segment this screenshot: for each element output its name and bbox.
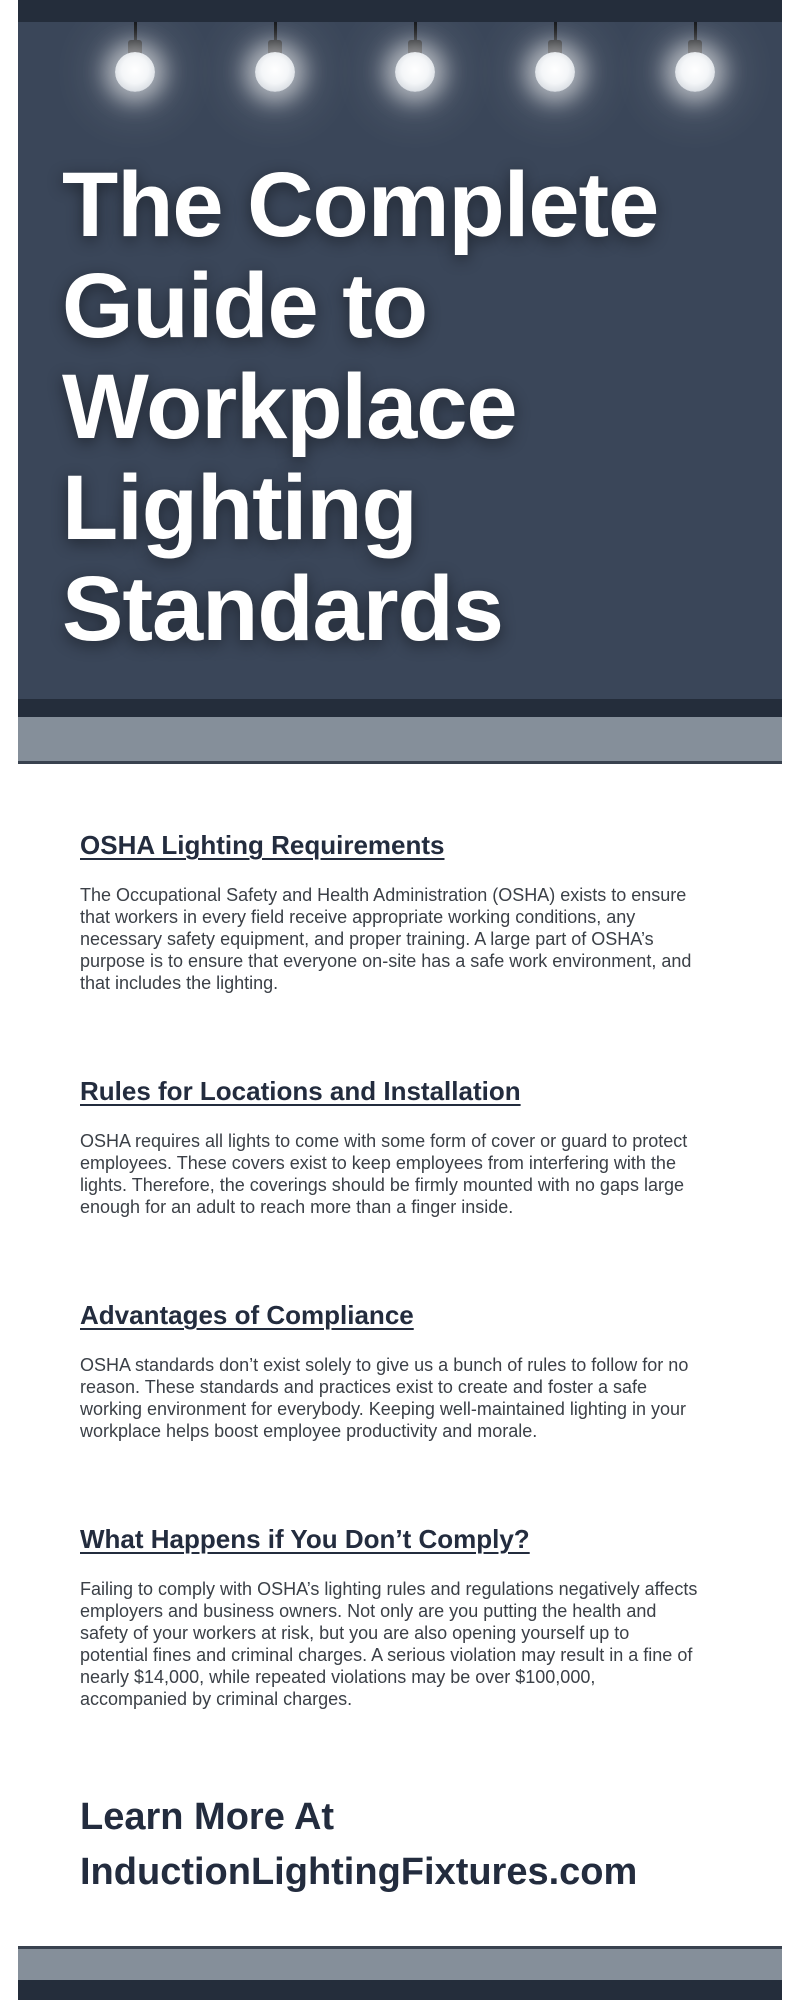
section-locations-installation <box>80 1076 700 1218</box>
section-body: OSHA requires all lights to come with some form of cover or guard to protect employees. These covers exist to keep employees from interfering with the lights. Therefore, the coverings should be firmly mounted with no gaps large enough for an adult to reach more than a finger inside. <box>80 1131 688 1217</box>
footer-grey-band <box>18 1949 782 1980</box>
section-heading: OSHA Lighting Requirements <box>80 830 445 860</box>
section-osha-requirements <box>80 830 700 994</box>
cta-line-1: Learn More At <box>80 1796 335 1838</box>
section-heading: Rules for Locations and Installation <box>80 1076 521 1106</box>
page-title: The Complete Guide to Workplace Lighting Standards <box>62 154 659 660</box>
section-body: The Occupational Safety and Health Administration (OSHA) exists to ensure that workers in every field receive appropriate working conditions, any necessary safety equipment, and proper training. A large part of OSHA’s purpose is to ensure that everyone on-site has a safe work environment, and that includes the lighting. <box>80 885 692 993</box>
light-bulb-icon <box>375 22 455 120</box>
light-bulb-icon <box>655 22 735 120</box>
section-heading: What Happens if You Don’t Comply? <box>80 1524 530 1554</box>
call-to-action <box>80 1790 720 1900</box>
light-bulb-icon <box>515 22 595 120</box>
footer-dark-bar <box>18 1980 782 2000</box>
section-advantages-compliance <box>80 1300 700 1442</box>
section-body: Failing to comply with OSHA’s lighting rules and regulations negatively affects employers and business owners. Not only are you putting the health and safety of your workers at risk, but you are also opening yourself up to potential fines and criminal charges. A serious violation may result in a fine of nearly $14,000, while repeated violations may be over $100,000, accompanied by criminal charges. <box>80 1579 698 1709</box>
cta-website: InductionLightingFixtures.com <box>80 1851 638 1893</box>
light-bulb-icon <box>235 22 315 120</box>
section-heading: Advantages of Compliance <box>80 1300 414 1330</box>
section-body: OSHA standards don’t exist solely to give us a bunch of rules to follow for no reason. These standards and practices exist to create and foster a safe working environment for everybody. Keeping well-maintained lighting in your workplace helps boost employee productivity and morale. <box>80 1355 689 1441</box>
hero-bottom-bar <box>18 699 782 717</box>
hero-grey-band <box>18 717 782 761</box>
section-noncompliance <box>80 1524 700 1710</box>
divider <box>18 761 782 764</box>
light-bulb-icon <box>95 22 175 120</box>
hero-top-bar <box>18 0 782 22</box>
